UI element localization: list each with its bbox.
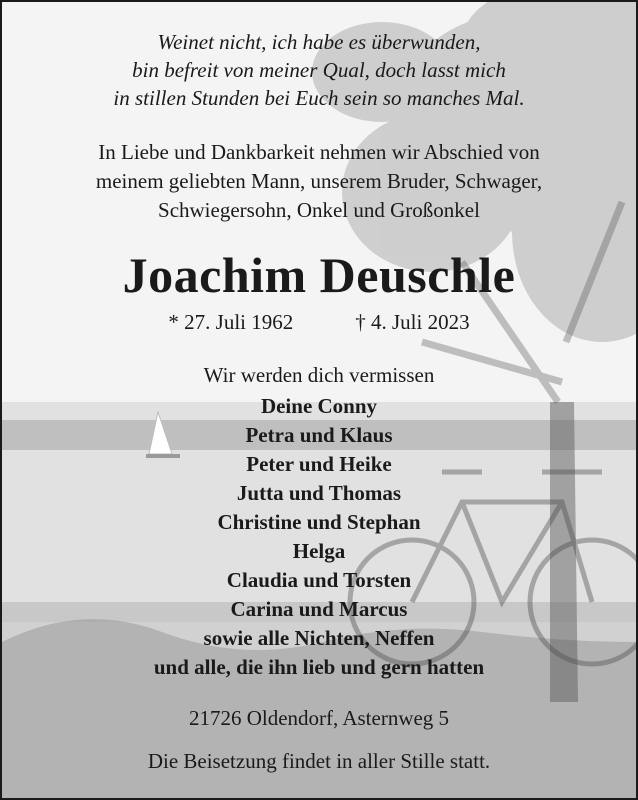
mourner-6: Helga: [292, 539, 346, 563]
mourner-1: Deine Conny: [260, 394, 378, 418]
miss-line: Wir werden dich vermissen: [203, 363, 435, 387]
mourner-10: und alle, die ihn lieb und gern hatten: [153, 655, 485, 679]
mourner-5: Christine und Stephan: [217, 510, 421, 534]
intro-line-2: meinem geliebten Mann, unserem Bruder, Schwager,: [95, 169, 543, 193]
poem-line-1: Weinet nicht, ich habe es überwunden,: [157, 30, 481, 54]
life-dates: [2, 310, 636, 335]
mourner-3: Peter und Heike: [246, 452, 392, 476]
poem-line-3: in stillen Stunden bei Euch sein so manches Mal.: [113, 86, 525, 110]
notice-text: [2, 2, 636, 798]
birth-date: * 27. Juli 1962: [168, 310, 294, 334]
mourner-8: Carina und Marcus: [230, 597, 408, 621]
address: 21726 Oldendorf, Asternweg 5: [188, 706, 450, 730]
poem-line-2: bin befreit von meiner Qual, doch lasst mich: [132, 58, 506, 82]
mourner-4: Jutta und Thomas: [236, 481, 402, 505]
intro-line-3: Schwiegersohn, Onkel und Großonkel: [158, 198, 480, 222]
deceased-name: Joachim Deuschle: [122, 247, 516, 303]
intro-line-1: In Liebe und Dankbarkeit nehmen wir Abschied von: [98, 140, 540, 164]
death-date: † 4. Juli 2023: [355, 310, 470, 334]
mourner-9: sowie alle Nichten, Neffen: [203, 626, 435, 650]
mourner-7: Claudia und Torsten: [226, 568, 412, 592]
mourner-2: Petra und Klaus: [245, 423, 393, 447]
funeral-note: Die Beisetzung findet in aller Stille statt.: [147, 749, 491, 773]
